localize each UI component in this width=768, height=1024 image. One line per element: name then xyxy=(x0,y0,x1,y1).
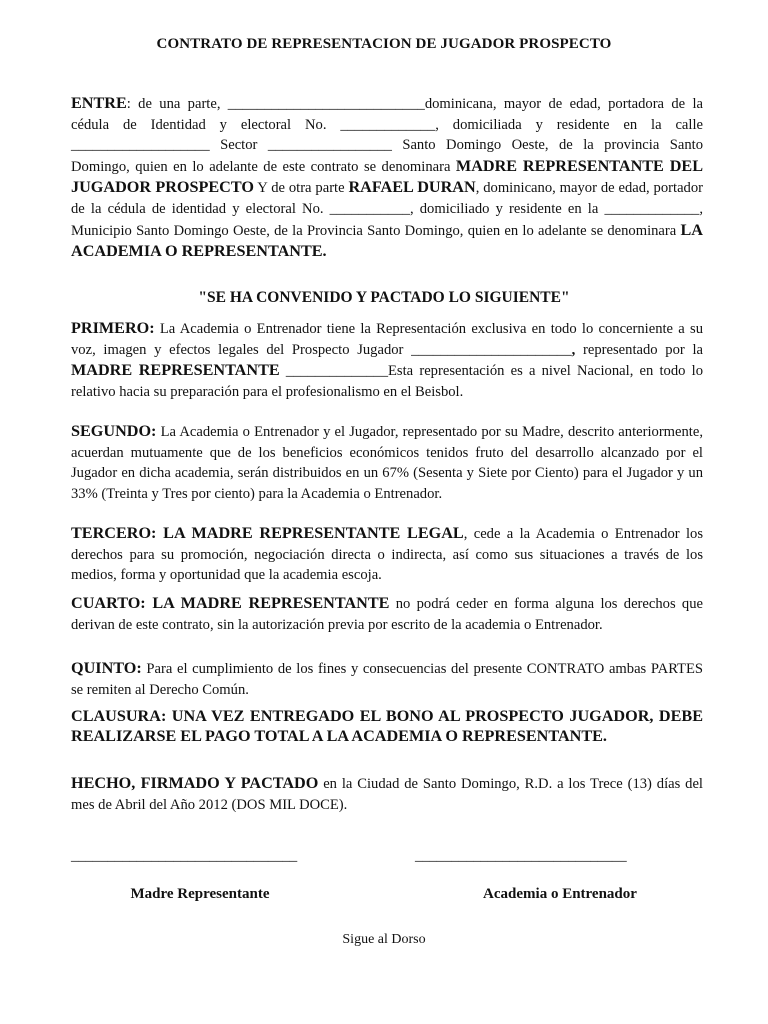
clause-tercero xyxy=(71,523,703,586)
clause-clausura: CLAUSURA: UNA VEZ ENTREGADO EL BONO AL PROSPECTO JUGADOR, DEBE REALIZARSE EL PAGO TOTAL A LA ACADEMIA O REPRESENTANTE. xyxy=(71,707,703,745)
hecho-label: HECHO, FIRMADO Y PACTADO xyxy=(71,774,319,792)
document-title: CONTRATO DE REPRESENTACION DE JUGADOR PROSPECTO xyxy=(156,36,612,52)
entre-party-2-role: LA ACADEMIA O REPRESENTANTE. xyxy=(71,220,703,261)
clause-entre xyxy=(71,93,703,263)
entre-text-1: : de una parte, ___________________________dominicana, mayor de edad, portadora de la cédula de Identidad y electoral No. _____________, domiciliada y residente en la calle ___________________ Sector _________________ Santo Domingo Oeste, de la provincia Santo Domingo, quien en lo adelante de este contrato se denominara xyxy=(71,96,703,175)
primero-comma: , xyxy=(571,341,576,358)
tercero-label: TERCERO: LA MADRE REPRESENTANTE LEGAL xyxy=(71,524,464,542)
primero-text-2: representado por la xyxy=(575,341,703,358)
clause-segundo xyxy=(71,421,703,504)
entre-label: ENTRE xyxy=(71,94,127,112)
signature-label-right: Academia o Entrenador xyxy=(483,886,637,902)
entre-text-3: , dominicano, mayor de edad, portador de la cédula de identidad y electoral No. ___________, domiciliado y residente en la _____________, Municipio Santo Domingo Oeste, de la Provincia Santo Domingo, quien en lo adelante se denominara xyxy=(71,180,703,239)
signature-line-right: _____________________________ xyxy=(415,848,627,864)
quinto-text: Para el cumplimiento de los fines y consecuencias del presente CONTRATO ambas PARTES se remiten al Derecho Común. xyxy=(71,661,703,698)
segundo-label: SEGUNDO: xyxy=(71,422,157,440)
clause-primero xyxy=(71,318,703,402)
entre-party-2-name: RAFAEL DURAN xyxy=(348,178,476,197)
clause-hecho xyxy=(71,773,703,815)
signature-line-left: _______________________________ xyxy=(71,848,298,864)
clause-cuarto xyxy=(71,593,703,635)
hecho-text: en la Ciudad de Santo Domingo, R.D. a los Trece (13) días del mes de Abril del Año 2012 (DOS MIL DOCE). xyxy=(71,776,703,813)
entre-text-2: Y de otra parte xyxy=(253,180,349,197)
segundo-text: La Academia o Entrenador y el Jugador, representado por su Madre, descrito anteriormente, acuerdan mutuamente que de los beneficios económicos tenidos fruto del desarrollo alcanzado por el Jugador en dicha academia, serán distribuidos en un 67% (Sesenta y Siete por Ciento) para el Jugador y un 33% (Treinta y Tres por ciento) para la Academia o Entrenador. xyxy=(71,424,703,502)
primero-representative: MADRE REPRESENTANTE xyxy=(71,361,280,380)
primero-text-1: La Academia o Entrenador tiene la Representación exclusiva en todo lo concerniente a su voz, imagen y efectos legales del Prospecto Jugador ______________________ xyxy=(71,321,703,358)
tercero-text: , cede a la Academia o Entrenador los derechos para su promoción, negociación directa o indirecta, así como sus situaciones a través de los medios, forma y oportunidad que la academia escoja. xyxy=(71,526,703,584)
signature-label-left: Madre Representante xyxy=(130,886,270,902)
cuarto-label: CUARTO: LA MADRE REPRESENTANTE xyxy=(71,594,390,612)
section-subtitle: "SE HA CONVENIDO Y PACTADO LO SIGUIENTE" xyxy=(198,289,570,306)
primero-label: PRIMERO: xyxy=(71,319,155,337)
quinto-label: QUINTO: xyxy=(71,659,142,677)
cuarto-text: no podrá ceder en forma alguna los derechos que derivan de este contrato, sin la autorización previa por escrito de la academia o Entrenador. xyxy=(71,596,704,633)
entre-party-1: MADRE REPRESENTANTE DEL JUGADOR PROSPECTO xyxy=(71,156,703,197)
footer-note: Sigue al Dorso xyxy=(342,932,426,947)
primero-text-3: ______________Esta representación es a nivel Nacional, en todo lo relativo hacia su preparación para el profesionalismo en el Beisbol. xyxy=(71,363,703,400)
clause-quinto xyxy=(71,658,703,700)
